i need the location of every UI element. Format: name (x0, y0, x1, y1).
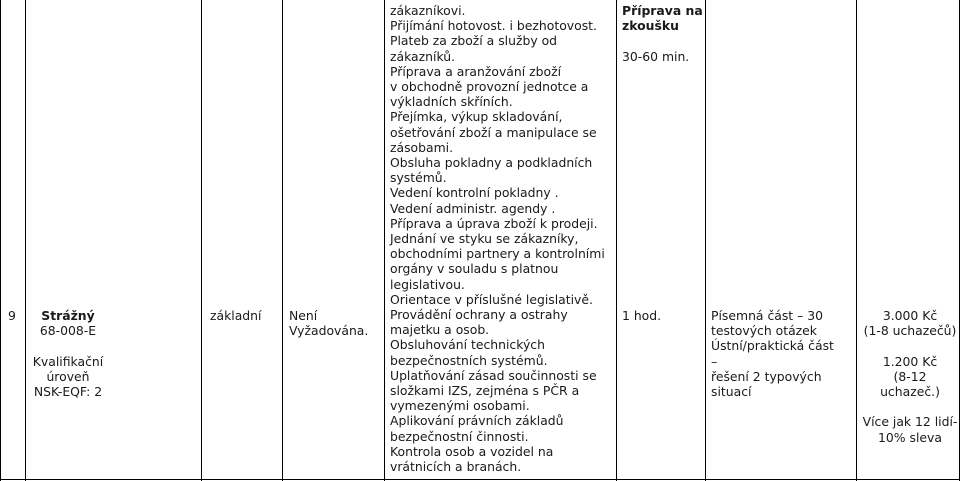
skill-line: majetku a osob. (390, 322, 490, 338)
column-divider (25, 0, 26, 481)
row-number: 9 (8, 308, 16, 323)
education-level: základní (210, 308, 262, 323)
requirement-line: Vyžadována. (289, 323, 369, 339)
skill-line: Kontrola osob a vozidel na (390, 443, 554, 459)
skill-line: vrátnicích a branách. (390, 459, 522, 475)
preparation-heading: Příprava na (622, 3, 703, 18)
column-divider (856, 0, 857, 481)
skill-line: ošetřování zboží a manipulace se (390, 124, 597, 140)
skill-line: bezpečnostních systémů. (390, 352, 548, 368)
table-border-left (0, 0, 1, 481)
skill-line: v obchodně provozní jednotce a (390, 79, 589, 95)
column-divider (201, 0, 202, 481)
exam-line: Písemná část – 30 (711, 308, 824, 323)
skill-line: zákazníkovi. (390, 3, 466, 18)
price-line: 10% sleva (878, 429, 942, 445)
skill-line: Plateb za zboží a služby od (390, 33, 558, 49)
column-divider (616, 0, 617, 481)
skill-line: systémů. (390, 170, 447, 186)
column-divider (705, 0, 706, 481)
price-line: (8-12 uchazeč.) (880, 368, 940, 399)
skill-line: Provádění ochrany a ostrahy (390, 307, 568, 323)
skill-line: Aplikování právních základů (390, 413, 564, 429)
skill-line: Orientace v příslušné legislativě. (390, 291, 593, 307)
skill-line: orgány v souladu s platnou (390, 261, 559, 277)
skill-line: Příprava a úprava zboží k prodeji. (390, 215, 598, 231)
skill-line: Vedení administr. agendy . (390, 200, 556, 216)
skill-line: zákazníků. (390, 48, 456, 64)
skill-line: Jednání ve styku se zákazníky, (390, 231, 579, 247)
exam-line: situací (711, 384, 752, 400)
qualification-name-cell (31, 308, 105, 399)
skill-line: výkladních skříních. (390, 94, 513, 110)
column-divider (282, 0, 283, 481)
price-line: 1.200 Kč (882, 353, 938, 369)
price-line: Více jak 12 lidí- (862, 414, 958, 430)
exam-line: Ústní/praktická část – (711, 338, 834, 369)
skill-line: obchodními partnery a kontrolními (390, 246, 605, 262)
skill-line: Příprava a aranžování zboží (390, 63, 562, 79)
column-divider (384, 0, 385, 481)
qualification-level-label: Kvalifikační úroveň (32, 353, 104, 384)
exam-duration: 1 hod. (622, 308, 662, 323)
price-cell (862, 308, 958, 445)
exam-description (711, 308, 841, 399)
preparation-cell (622, 3, 703, 64)
preparation-duration: 30-60 min. (622, 48, 690, 64)
skill-line: Přijímání hotovost. i bezhotovost. (390, 18, 597, 34)
skills-list (390, 3, 608, 474)
exam-line: testových otázek (711, 323, 817, 339)
price-line: 3.000 Kč (882, 308, 938, 323)
skill-line: zásobami. (390, 139, 454, 155)
skill-line: Obsluhování technických (390, 337, 545, 353)
exam-line: řešení 2 typových (711, 368, 822, 384)
qualification-level-value: NSK-EQF: 2 (33, 384, 103, 399)
skill-line: vymezenými osobami. (390, 398, 530, 414)
qualification-code: 68-008-E (39, 323, 97, 339)
price-line: (1-8 uchazečů) (863, 323, 957, 339)
table-border-bottom (0, 479, 960, 480)
preparation-heading: zkoušku (622, 18, 679, 34)
skill-line: Vedení kontrolní pokladny . (390, 185, 559, 201)
qualification-title: Strážný (41, 308, 95, 323)
requirement-cell (289, 308, 375, 338)
skill-line: bezpečnostní činnosti. (390, 428, 529, 444)
requirement-line: Není (289, 308, 318, 323)
skill-line: Přejímka, výkup skladování, (390, 109, 563, 125)
skill-line: složkami IZS, zejména s PČR a (390, 383, 580, 399)
skill-line: Uplatňování zásad součinnosti se (390, 367, 597, 383)
skill-line: legislativou. (390, 276, 465, 292)
skill-line: Obsluha pokladny a podkladních (390, 155, 593, 171)
